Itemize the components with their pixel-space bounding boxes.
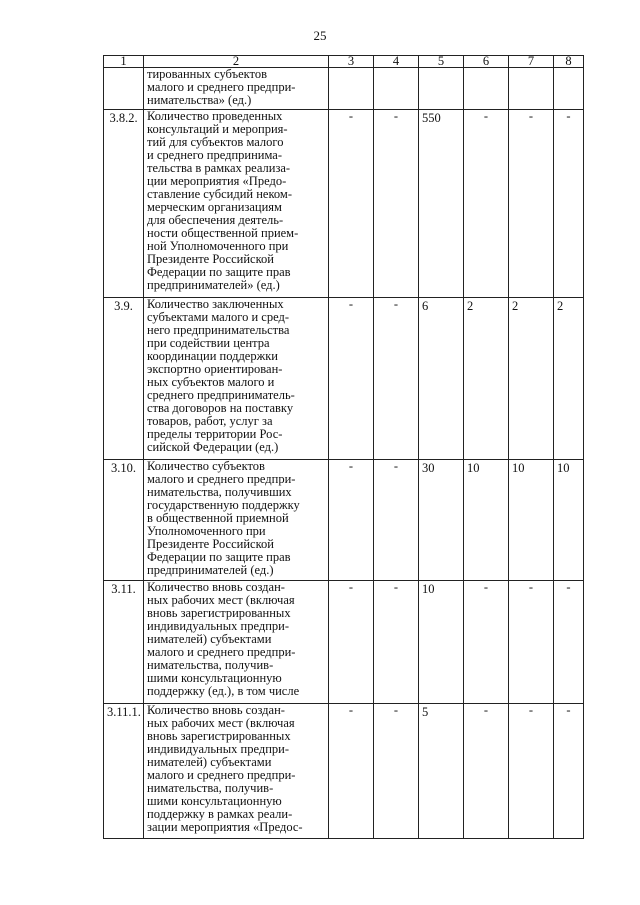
page-number: 25 bbox=[313, 28, 327, 43]
cell-col5: 550 bbox=[419, 110, 464, 298]
row-number: 3.10. bbox=[104, 460, 144, 581]
cell-col4 bbox=[374, 68, 419, 110]
cell-col4: - bbox=[374, 581, 419, 704]
column-header: 7 bbox=[509, 56, 554, 68]
cell-col7: - bbox=[509, 581, 554, 704]
cell-col3 bbox=[329, 68, 374, 110]
row-description: Количество заключенных субъектами малого и сред- него предпринимательства при содействии центра координации поддержки экспортно ориентирован- ных субъектов малого и среднего предприниматель- ства договоров на поставку товаров, работ, услуг за пределы территории Рос- сийской Федерации (ед.) bbox=[144, 298, 329, 460]
row-number: 3.9. bbox=[104, 298, 144, 460]
cell-col8: 10 bbox=[554, 460, 584, 581]
table-row bbox=[104, 581, 584, 704]
cell-col3: - bbox=[329, 298, 374, 460]
table-row bbox=[104, 460, 584, 581]
column-header: 6 bbox=[464, 56, 509, 68]
table-row bbox=[104, 704, 584, 839]
cell-col3: - bbox=[329, 704, 374, 839]
cell-col6 bbox=[464, 68, 509, 110]
cell-col4: - bbox=[374, 110, 419, 298]
cell-col3: - bbox=[329, 460, 374, 581]
row-description: Количество вновь создан- ных рабочих мест (включая вновь зарегистрированных индивидуальных предпри- нимателей) субъектами малого и среднего предпри- нимательства, получив- шими консультационную поддержку в рамках реали- зации мероприятия «Предос- bbox=[144, 704, 329, 839]
column-header: 1 bbox=[104, 56, 144, 68]
row-description: тированных субъектов малого и среднего предпри- нимательства» (ед.) bbox=[144, 68, 329, 110]
cell-col7: - bbox=[509, 110, 554, 298]
column-header: 2 bbox=[144, 56, 329, 68]
row-number bbox=[104, 68, 144, 110]
cell-col8: - bbox=[554, 110, 584, 298]
cell-col8: - bbox=[554, 581, 584, 704]
cell-col8 bbox=[554, 68, 584, 110]
cell-col7: 2 bbox=[509, 298, 554, 460]
table-row bbox=[104, 68, 584, 110]
cell-col8: 2 bbox=[554, 298, 584, 460]
cell-col7 bbox=[509, 68, 554, 110]
column-header: 5 bbox=[419, 56, 464, 68]
cell-col4: - bbox=[374, 460, 419, 581]
cell-col6: 10 bbox=[464, 460, 509, 581]
cell-col3: - bbox=[329, 110, 374, 298]
cell-col4: - bbox=[374, 704, 419, 839]
cell-col5: 6 bbox=[419, 298, 464, 460]
cell-col5: 5 bbox=[419, 704, 464, 839]
cell-col4: - bbox=[374, 298, 419, 460]
cell-col7: - bbox=[509, 704, 554, 839]
column-header: 8 bbox=[554, 56, 584, 68]
column-header: 4 bbox=[374, 56, 419, 68]
row-description: Количество проведенных консультаций и мероприя- тий для субъектов малого и среднего предпринима- тельства в рамках реализа- ции мероприятия «Предо- ставление субсидий неком- мерческим организациям для обеспечения деятель- ности общественной прием- ной Уполномоченного при Президенте Российской Федерации по защите прав предпринимателей» (ед.) bbox=[144, 110, 329, 298]
cell-col8: - bbox=[554, 704, 584, 839]
column-header: 3 bbox=[329, 56, 374, 68]
cell-col6: - bbox=[464, 110, 509, 298]
cell-col5: 30 bbox=[419, 460, 464, 581]
row-description: Количество вновь создан- ных рабочих мест (включая вновь зарегистрированных индивидуальных предпри- нимателей) субъектами малого и среднего предпри- нимательства, получив- шими консультационную поддержку (ед.), в том числе bbox=[144, 581, 329, 704]
cell-col5 bbox=[419, 68, 464, 110]
row-number: 3.11. bbox=[104, 581, 144, 704]
cell-col7: 10 bbox=[509, 460, 554, 581]
table-row bbox=[104, 110, 584, 298]
row-number: 3.11.1. bbox=[104, 704, 144, 839]
indicators-table bbox=[103, 55, 584, 839]
cell-col6: 2 bbox=[464, 298, 509, 460]
cell-col6: - bbox=[464, 704, 509, 839]
row-number: 3.8.2. bbox=[104, 110, 144, 298]
cell-col3: - bbox=[329, 581, 374, 704]
row-description: Количество субъектов малого и среднего предпри- нимательства, получивших государственную поддержку в общественной приемной Уполномоченного при Президенте Российской Федерации по защите прав предпринимателей (ед.) bbox=[144, 460, 329, 581]
cell-col6: - bbox=[464, 581, 509, 704]
table-header-row bbox=[104, 56, 584, 68]
cell-col5: 10 bbox=[419, 581, 464, 704]
table-row bbox=[104, 298, 584, 460]
